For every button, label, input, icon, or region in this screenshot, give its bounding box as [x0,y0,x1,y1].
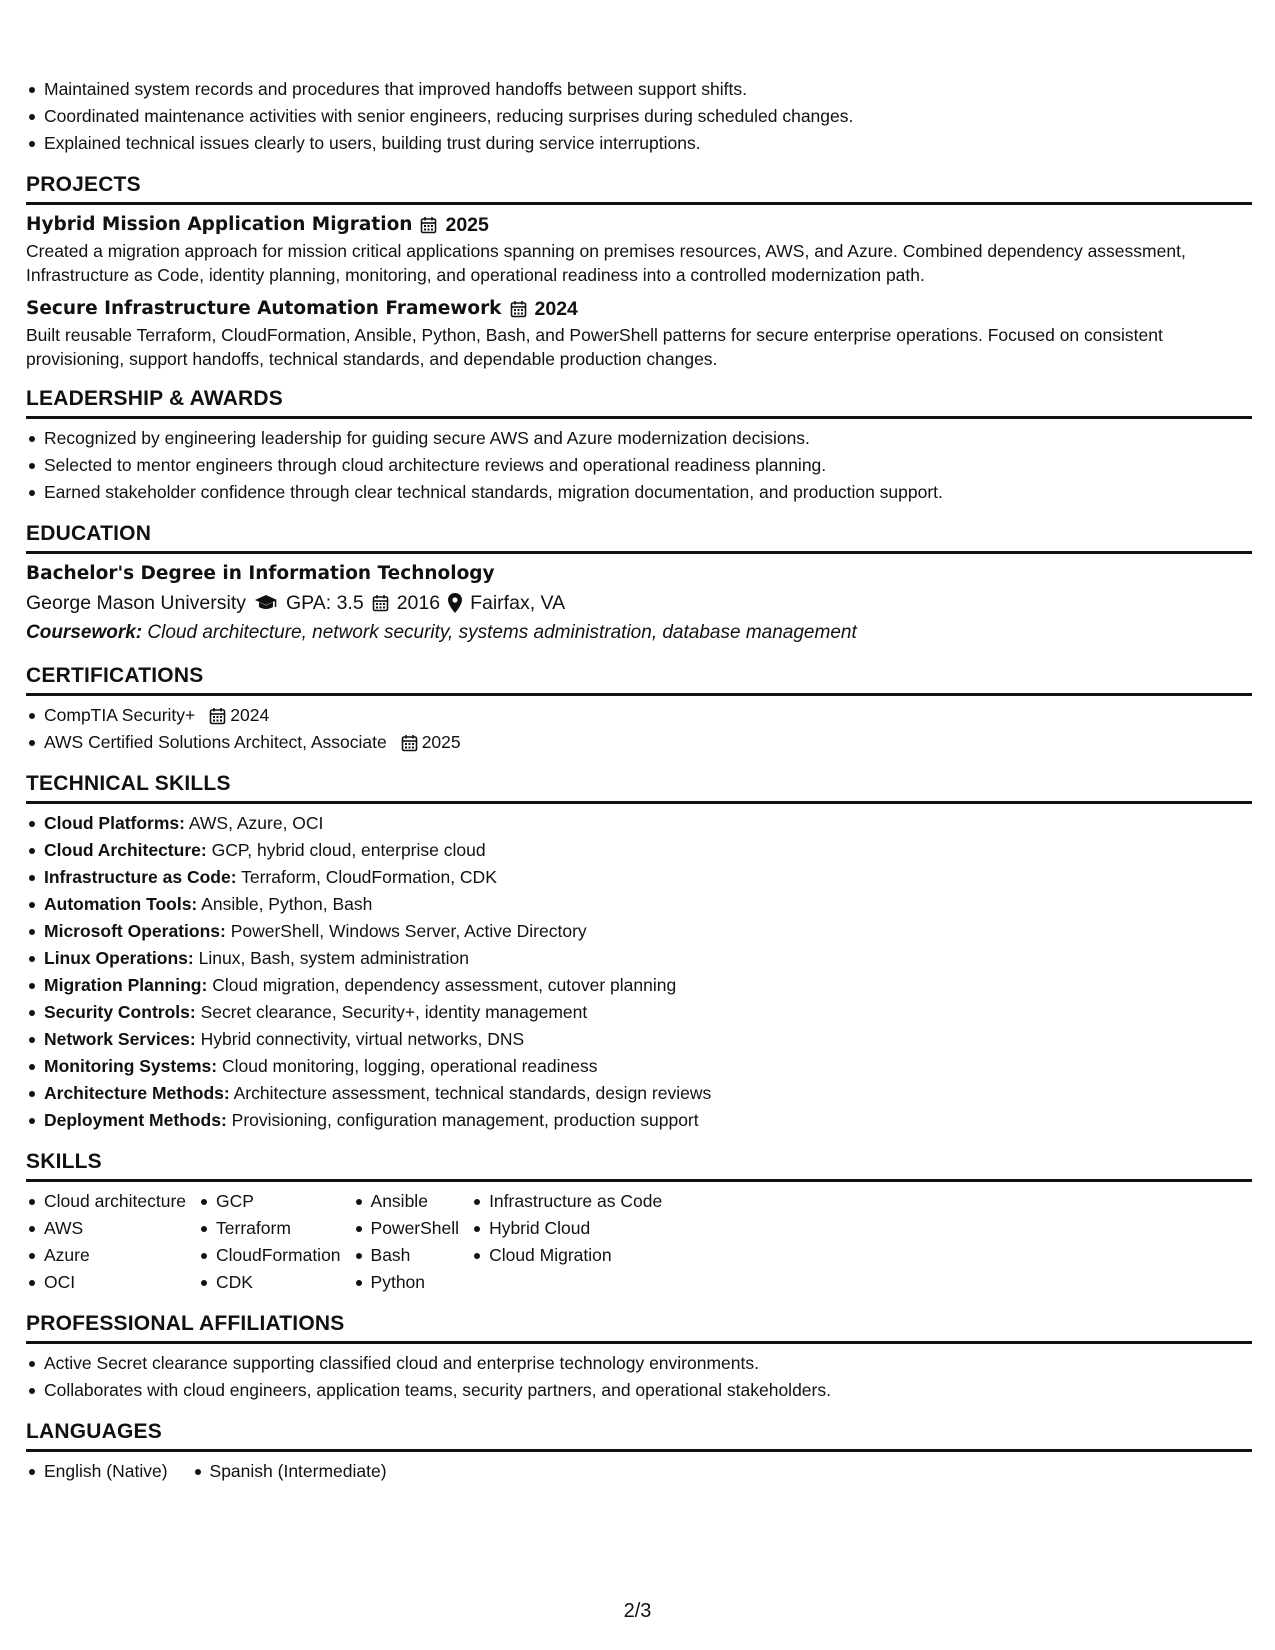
list-item: AWS [26,1215,186,1242]
section-title: PROFESSIONAL AFFILIATIONS [26,1310,1252,1344]
list-item [26,837,1252,864]
skill-value: PowerShell, Windows Server, Active Directory [230,921,587,941]
skill-label: Infrastructure as Code: [44,867,237,887]
skill-label: Migration Planning: [44,975,208,995]
project-year: 2024 [534,298,578,320]
skill-value: Linux, Bash, system administration [198,948,470,968]
project-year: 2025 [445,214,489,236]
technical-skills-section [26,770,1252,1134]
skill-value: Cloud monitoring, logging, operational readiness [221,1056,598,1076]
list-item: Cloud architecture [26,1188,186,1215]
skills-column [353,1188,460,1296]
school-location: Fairfax, VA [470,592,566,614]
experience-bullets [26,76,1252,157]
list-item: Selected to mentor engineers through cloud architecture reviews and operational readiness planning. [26,452,1252,479]
list-item: Terraform [198,1215,341,1242]
leadership-section [26,385,1252,506]
skill-label: Cloud Platforms: [44,813,185,833]
list-item: Cloud Migration [471,1242,662,1269]
skill-label: Monitoring Systems: [44,1056,218,1076]
skill-label: Network Services: [44,1029,196,1049]
languages-section [26,1418,1252,1485]
list-item [26,1026,1252,1053]
calendar-icon [401,734,418,752]
list-item: Hybrid Cloud [471,1215,662,1242]
list-item [26,945,1252,972]
list-item [26,702,1252,729]
degree-title: Bachelor's Degree in Information Technology [26,563,495,584]
skill-value: Hybrid connectivity, virtual networks, DNS [200,1029,525,1049]
skills-column [26,1188,186,1296]
list-item [26,1080,1252,1107]
resume-page [26,76,1252,1485]
list-item [26,972,1252,999]
list-item [26,999,1252,1026]
section-title: EDUCATION [26,520,1252,554]
skill-label: Cloud Architecture: [44,840,207,860]
list-item: English (Native) [26,1458,168,1485]
location-pin-icon [448,593,462,613]
page-number: 2/3 [623,1600,652,1622]
list-item: Infrastructure as Code [471,1188,662,1215]
project-title [26,295,1252,323]
skill-value: Architecture assessment, technical standards, design reviews [233,1083,712,1103]
skill-value: GCP, hybrid cloud, enterprise cloud [211,840,486,860]
skill-label: Automation Tools: [44,894,198,914]
list-item: Collaborates with cloud engineers, application teams, security partners, and operational stakeholders. [26,1377,1252,1404]
certifications-section [26,662,1252,756]
list-item: Coordinated maintenance activities with senior engineers, reducing surprises during scheduled changes. [26,103,1252,130]
list-item: Bash [353,1242,460,1269]
skills-grid [26,1188,1252,1296]
certifications-list [26,702,1252,756]
list-item: Recognized by engineering leadership for guiding secure AWS and Azure modernization decisions. [26,425,1252,452]
cert-year: 2024 [230,705,270,725]
section-title: LEADERSHIP & AWARDS [26,385,1252,419]
skill-value: Provisioning, configuration management, production support [231,1110,699,1130]
calendar-icon [209,707,226,725]
calendar-icon [420,216,437,234]
list-item: CDK [198,1269,341,1296]
education-meta [26,588,1252,618]
list-item: Spanish (Intermediate) [192,1458,387,1485]
calendar-icon [372,594,389,612]
list-item: Earned stakeholder confidence through clear technical standards, migration documentation, and production support. [26,479,1252,506]
skill-label: Linux Operations: [44,948,194,968]
list-item: OCI [26,1269,186,1296]
list-item: Maintained system records and procedures that improved handoffs between support shifts. [26,76,1252,103]
technical-skills-list [26,810,1252,1134]
list-item: Active Secret clearance supporting classified cloud and enterprise technology environments. [26,1350,1252,1377]
list-item [26,864,1252,891]
project-name: Secure Infrastructure Automation Framework [26,298,502,319]
project-name: Hybrid Mission Application Migration [26,214,413,235]
cert-name: AWS Certified Solutions Architect, Associate [44,732,387,752]
skills-section [26,1148,1252,1296]
section-title: TECHNICAL SKILLS [26,770,1252,804]
list-item [26,729,1252,756]
calendar-icon [510,300,527,318]
section-title: CERTIFICATIONS [26,662,1252,696]
coursework-label: Coursework: [26,622,143,643]
projects-section [26,171,1252,371]
list-item: PowerShell [353,1215,460,1242]
skill-label: Deployment Methods: [44,1110,227,1130]
list-item: Python [353,1269,460,1296]
list-item: CloudFormation [198,1242,341,1269]
list-item [26,891,1252,918]
skill-label: Architecture Methods: [44,1083,230,1103]
gpa: GPA: 3.5 [286,592,364,614]
graduation-year: 2016 [396,592,441,614]
project-description: Created a migration approach for mission critical applications spanning on premises resources, AWS, and Azure. Combined dependency assessment, Infrastructure as Code, identity planning, monitoring, and operational readiness into a controlled modernization path. [26,241,1186,285]
section-title: SKILLS [26,1148,1252,1182]
list-item [26,1053,1252,1080]
list-item [26,1107,1252,1134]
skill-value: Cloud migration, dependency assessment, cutover planning [212,975,677,995]
coursework [26,618,1252,648]
list-item: GCP [198,1188,341,1215]
cert-name: CompTIA Security+ [44,705,196,725]
project-title [26,211,1252,239]
section-title: LANGUAGES [26,1418,1252,1452]
list-item [26,918,1252,945]
skill-value: Ansible, Python, Bash [201,894,373,914]
list-item: Azure [26,1242,186,1269]
graduation-cap-icon [254,594,278,612]
skill-value: Secret clearance, Security+, identity management [200,1002,588,1022]
leadership-list [26,425,1252,506]
skill-value: Terraform, CloudFormation, CDK [241,867,497,887]
skills-column [198,1188,341,1296]
education-section [26,520,1252,648]
affiliations-section [26,1310,1252,1404]
list-item: Ansible [353,1188,460,1215]
list-item [26,810,1252,837]
affiliations-list [26,1350,1252,1404]
school-name: George Mason University [26,592,247,614]
skill-label: Microsoft Operations: [44,921,226,941]
coursework-text: Cloud architecture, network security, systems administration, database management [147,622,857,643]
skill-value: AWS, Azure, OCI [188,813,324,833]
project-description: Built reusable Terraform, CloudFormation, Ansible, Python, Bash, and PowerShell patterns for secure enterprise operations. Focused on consistent provisioning, support handoffs, technical standards, and dependable production changes. [26,325,1163,369]
skill-label: Security Controls: [44,1002,196,1022]
skills-column [471,1188,662,1296]
list-item: Explained technical issues clearly to users, building trust during service interruptions. [26,130,1252,157]
section-title: PROJECTS [26,171,1252,205]
languages-list [26,1458,1252,1485]
cert-year: 2025 [421,732,461,752]
